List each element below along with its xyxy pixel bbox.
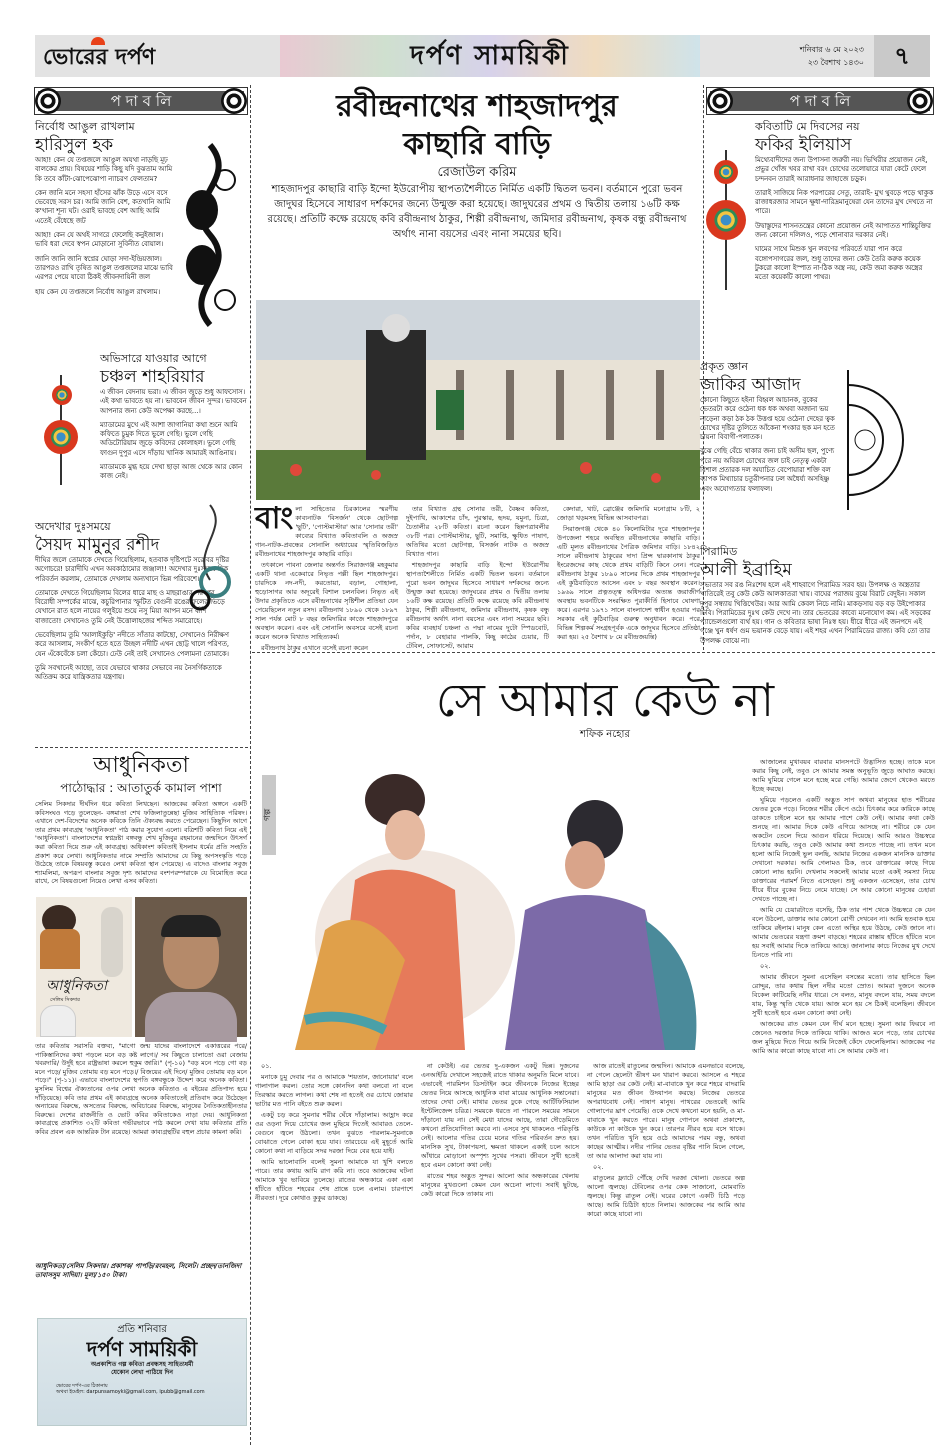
review-paragraph: সেলিম সিকদার দীর্ঘদিন ধরে কবিতা লিখছেন। আজকের কবিতা অঙ্গনে একটি কবিসংঘও গড়ে তুলেছেন- বঙ্গমাতা শেখ ফজিলাতুন্নেছা মুজিব সাহিত্যিক পরিষদ। এখানে দেশ-বিদেশের অনেক কবিকে তিনি ঐক্যবদ্ধ করতে পেরেছেন। কিছুদিন আগে তার প্রথম কাব্যগ্রন্থ 'আধুনিকতা' পাঠ করার সুযোগ এলো। বত্রিশটি কবিতা নিয়ে এই 'আধুনিকতা'। বাংলাদেশের স্বপ্নদ্রষ্টা বঙ্গবন্ধু শেখ মুজিবুর রহমানের জন্মদিনে উৎসর্গ করা কবিতা দিয়ে শুরু এই কাব্যগ্রন্থ। অধিকাংশ কবিতাই ইসলাম ধর্মের প্রতি সংহতি প্রকাশ করে লেখা। আধুনিকতার নামে সম্প্রতি আমাদের যে কিছু অপসংস্কৃতি গড়ে উঠেছে তাকে বিষয়বস্তু করেও লেখা কবিতা স্থান পেয়েছে। এ বাদেও বাংলার সবুজ শ্যামলিমা, অপরূপ বাংলার সবুজ দৃশ্য আমাদের বংশপরম্পরাকে যে বিমোহিত করে রাখে, সে বিষয়গুলো নিয়েও লেখা এসব কবিতা।	[35, 800, 247, 886]
poem-stanza: কেন জানি মনে সহসা হাঁসের ঝাঁক উড়ে এসে বসে ভেবেছে সরস চর। আমি জানি বেশ, কতখানি আমি ক'খানা শূন্য ঘট। ওরাই ভাবছে বেশ আছি আমি এতেই বেঁধেছে জট	[35, 188, 171, 225]
story-title: সে আমার কেউ না	[435, 673, 775, 727]
section-banner: দর্পণ সাময়িকী	[280, 35, 700, 77]
story-paragraph: ০২.	[593, 1163, 604, 1171]
poem-text	[100, 388, 248, 482]
poem-author: সৈয়দ মামুনুর রশীদ	[35, 535, 160, 555]
feature-author: রেজাউল করিম	[437, 165, 517, 180]
issue-date	[800, 43, 864, 69]
flower-ornament-icon	[52, 385, 72, 405]
ad-email[interactable]: অথবা ইমেইল: darpunsamoyki@gmail.com, ipubb@gmail.com	[56, 1389, 205, 1396]
story-column	[255, 1062, 413, 1442]
feature-paragraph: তৎকালে পাবনা জেলার অন্তর্গত সিরাজগঞ্জ মহকুমার একটি থানা একেবারে নিভৃত পল্লী ছিল শাহজাদপুর। চারদিকে নদ-নদী, করতোয়া, বড়াল, গোহালা, হুড়োসাগর আর অদূরেই বিশাল চলনবিল। নিভৃত এই উদার প্রকৃতিতে এসে রবীন্দ্রনাথের সৃষ্টিশীল প্রতিভা যেন পেয়েছিলেন নতুন রসদ। রবীন্দ্রনাথ ১৮৯০ থেকে ১৮৯৭ সাল পর্যন্ত মোট ৮ বছর জমিদারির কাজে শাহজাদপুরে অবস্থান করেন। এবং এই সোনালি অবসরে বসেই রচনা করেন অনেক বিখ্যাত সাহিত্যকর্ম।	[255, 561, 398, 641]
review-paragraph: তার কবিতায় সরাসরি বক্তব্য, "মাগো জন্ম যাদের বাংলাদেশে একাত্তরের পরে/ পাকিস্তানিদের কথা পড়লে মনে বড় কষ্ট লাগে।/ সব কিছুতে চালাতো ওরা বেজায় খবরদারি/ উর্দুই হবে রাষ্ট্রভাষা করলে হুকুম জারি।" (পৃ-১০) "বড় মনে পড়ে গো বড় মনে পড়ে/ মুজিব তোমায় বড় মনে পড়ে।/ বিজয়ের এই দিনে/ মুজিব তোমায় বড় মনে পড়ে।" (পৃ-১১)। এভাবে বাংলাদেশের স্থপতি বঙ্গবন্ধুকে উদ্দেশ করে অনেক কবিতা। মুসলিম বিশ্বের ঐক্যতানের ওপর লেখা অনেক কবিতাও এ বইয়ের প্রতিপাদ্য হয়ে দাঁড়িয়েছে। কবি তার প্রথম এই কাব্যগ্রন্থে অনেক কবিতাতেই প্রতিবাদ করে উঠেছেন অন্যায়ের বিরুদ্ধে, অসত্যের বিরুদ্ধে, অবিচারের বিরুদ্ধে, মানুষের নৈতিকতাহীনতার বিরুদ্ধে। দেশের রাজনীতি ও ভোট কবির কবিতাকেও নাড়া দেয়। আধুনিকতা কাব্যগ্রন্থে প্রকাশিত ৩২টি কবিতা গভীরভাবে পাঠ করলে দেখা যায় কবিতার প্রতি কবির প্রবল এক আন্তরিক টান রয়েছে। আমরা কাব্যগ্রন্থটির বহুল প্রচার কামনা করি।	[35, 1042, 247, 1136]
story-paragraph: ঘুমিয়ে পড়লেও একটি অদ্ভুত সাপ অথবা মানুষের হাত শরীরের ভেতর ঢুকে পড়ে। নিজের শরীর কেঁপে ওঠে। চিৎকার করে কারিকে কাছে ডাকতে চাইলে মনে হয় আমার পাশে কেউ নেই। আমার কথা কেউ শুনছে না। আমার দিকে কেউ এগিয়ে আসছে না। শরীরে কে যেন অকটেন তেলে দিয়ে আগুন ধরিয়ে দিয়েছে। আমি আরও উচ্চস্বরে চিৎকার করছি, তবুও কেউ আমার কথা শুনতে পাচ্ছে না। তখন মনে হলো আমি নিজেই ভুল বলছি, আমার নিজের একজন মানসিক ডাক্তার দেখানো দরকার। আমি গেলামও ঠিক, তবে ডাক্তারের কাছে গিয়ে কোনো লাভ হয়নি। দেখলাম সকলেই আমার মতো একই সমস্যা নিয়ে ডাক্তারের পরামর্শ নিতে এসেছেন। শুধু একজন এসেছেন, তার চোখ ধীরে ধীরে বুকের নিচে নেমে যাচ্ছে। সে আর কোনো মানুষের চেহারা দেখতে পাচ্ছে না।	[752, 796, 935, 903]
poem-text	[755, 156, 935, 283]
poem-stanza: জানি জানি জানি স্বপ্নের ঘোড়া সদা-ইন্দ্রিয়জাল। তারপরও রাখি তৃষিত আঙুল তপ্তজলের মাঝে ভাবি এরপর পেয়ে যাবো ঠিকই জীবনদায়িনী জল	[35, 254, 173, 282]
ad-line: ভোরের দর্পণ-এর ঠিকানায়	[56, 1382, 108, 1389]
feature-column	[557, 505, 700, 645]
poem-stanza: তুমি সবখানেই আছো, তবে যেভাবে থাকার সেভাবে নয় নৈসর্গিকতাকে অতিক্রম করে যান্ত্রিকতার যন্ত্রণায়।	[35, 663, 222, 682]
book-cover-author: সেলিম সিকদার	[50, 997, 80, 1003]
poem-stanza: কোনো কিছুতে হইনা বিহ্বল আচানক, বুকের ভেতরটা করে ওঠেনা ধক ধক অথবা অজানা ভয় নাড়েনা কড়া ঠক ঠক উত্তপ্ত হয়ে ওঠেনা দেহের ত্বক চোখের দৃষ্টির তুলিতে আঁকেনা শংকার ছক মন হতে চায়না বিবাগী-পলাতক।	[700, 396, 835, 442]
book-cover-image	[36, 897, 132, 1037]
date-gregorian: শনিবার ৬ মে ২০২৩	[799, 45, 864, 54]
story-paragraph: আজালের মুখাবয়ব বারবার মানসপটে উদ্ভাসিত হচ্ছে। তাকে মনে করার কিছু নেই, তবুও সে আমার সমস্ত অনুভূতি জুড়ে আঘাত করছে। আমি ঘুমিয়ে গেলে মনে হচ্ছে মরে গেছি। আমার জেগে থেকেও মরতে ইচ্ছে করছে।	[752, 758, 935, 793]
newspaper-logo[interactable]	[43, 43, 155, 73]
feature-paragraph: রবীন্দ্রনাথ ঠাকুর এখানে বসেই রচনা করেন	[261, 644, 369, 652]
story-paragraph: মনাকে চুমু দেবার পর ও আমাকে 'শয়তান, জানোয়ার' বলে গালাগাল করল। তোর সঙ্গে কোনদিন কথা বলবো না বলে তিরস্কার করতে লাগল। কথা শেষ না হতেই ওর চোখে জোয়ার ভাটার মত পানি বইতে শুরু করল।	[255, 1073, 413, 1108]
poem-stanza: সভ্যতার সব রঙ নিঃশেষ হলে এই শাহবাগে পিরামিড সরব হয়। উপলক্ষ ও অস্ত্রতার খাতিরেই তবু কেউ কেউ আলকাতরা খায়। বাঘের পরাজয় বুঝে বিরাট বেদুইন। সকাল দুপুর সন্ধ্যায় খিত্তিখেউর। আর আমি কেবল নিচে নামি। মাকড়সায় বড় বড় উইপোকার ঢিবি। পিরামিডের দুঃখ কেউ দেখে না। তার ভেতরের কাব্যে মনোযোগ কম। এই সড়কের প্যান্ডেলগুলো ব্যর্থ হয়। গান ও কবিতার ভাষা নিঃস্ব হয়। ধীরে ধীরে এই জনপদে এই গঞ্জে খুন ধর্ষণ গুম ভয়ানক বেড়ে যায়। এই শহর এখন পিরামিডের রাজ্য। কবি তো তার উপলক্ষ বোঝে না।	[700, 581, 931, 645]
feature-intro: শাহজাদপুর কাছারি বাড়ি ইন্দো ইউরোপীয় স্থাপত্যশৈলীতে নির্মিত একটি দ্বিতল ভবন। বর্তমানে পুরো ভবন জাদুঘর হিসেবে সাধারণ দর্শকদের জন্যে উন্মুক্ত করা হয়েছে। জাদুঘরের প্রথম ও দ্বিতীয় তলায় ১৬টি কক্ষ রয়েছে। প্রতিটি কক্ষে রয়েছে কবি রবীন্দ্রনাথ ঠাকুর, শিল্পী রবীন্দ্রনাথ, জমিদার রবীন্দ্রনাথ, কৃষক বন্ধু রবীন্দ্রনাথ অর্থাৎ নানা বয়সের এবং নানা সময়ের ছবি।	[267, 184, 687, 240]
story-column	[421, 1062, 579, 1442]
poem-stanza: ম্যাডামকে মুগ্ধ হয়ে দেখা ছাড়া আজ থেকে আর কোন কাজ নেই।	[100, 463, 243, 481]
feature-column	[255, 501, 398, 652]
story-paragraph: ০২.	[760, 962, 771, 970]
flower-ornament-icon	[706, 200, 746, 240]
poem-author: হারিসুল হক	[35, 135, 114, 155]
mandala-ornament-icon	[845, 370, 915, 510]
poem-author: আলী ইব্রাহিম	[700, 560, 792, 580]
poem-text	[35, 156, 175, 297]
story-paragraph: আজ রাতেই রাতুলের জন্মদিন। আমাকে এমনভাবে বলেছে, না গেলে ছেলেটা ভীষণ মন খারাপ করবে। আসলে এ শহরে আমি ছাড়া ওর কেউ নেই। মা-বাবাকে খুন করে শহরে বাদরামি মানুষের মত জীবন উদযাপন করছে। নিজের ভেতরে অপরাধবোধ নেই। পাষাণ মানুষ। পাথরের ভেতরেই আমি গোলাপের ঘ্রাণ পেয়েছি। ওকে দেখে কখনো মনে হয়নি, ও মা-বাবাকে খুন করতে পারে। মানুষ গোপনে অথবা প্রকাশ্যে, কাউকে না কাউকে খুন করে। তারপর নীরব হয়ে বসে থাকে। তখন পরিচিত খুনি হয়ে ওঠে আমাদের পরম বন্ধু, অথবা কাছের আত্মীয়। নদীর পানির ভেতর বৃষ্টির পানি মিলে গেলে, তা আর আলাদা করা যায় না।	[587, 1062, 745, 1160]
poem	[100, 352, 248, 487]
ornament-icon	[35, 88, 61, 114]
story-author: শফিক নহোর	[580, 729, 630, 740]
review-header	[35, 752, 247, 796]
poem-text	[700, 581, 935, 646]
poem	[35, 120, 175, 302]
ad-line: অপ্রকাশিত গল্প কবিতা প্রবন্ধসহ সাহিত্যধর্মী	[90, 1360, 194, 1368]
logo-text: ভোরের দর্পণ	[43, 45, 156, 70]
drop-cap: বাং	[255, 501, 294, 536]
story-paragraph: রাতের শহর অদ্ভুত সুন্দর। আলো আর অন্ধকারের খেলায় মানুষের মুখগুলো কেমন যেন অচেনা লাগে। সবাই ছুটছে, কেউ কারো দিকে তাকায় না।	[421, 1172, 579, 1198]
poem-author: চঞ্চল শাহরিয়ার	[100, 367, 205, 387]
feature-header	[252, 88, 702, 242]
feature-column	[406, 505, 549, 650]
genre-tag: গল্প	[262, 775, 276, 855]
story-paragraph: আমি যে চেয়ারটাতে বসেছি, ঠিক তার পাশ থেকে উচ্চস্বরে কে যেন বলে উঠলো, ডাক্তার আর কোনো রোগী দেখবেন না। আমি হতবাক হয়ে তাকিয়ে রইলাম। মানুষ কেন এতো অস্থির হয়ে উঠছে, কেউ জানে না। আমার ভেতরের যন্ত্রণা ক্রমশ বাড়ছে। শহরের রাস্তায় হাঁটতে হাঁটতে মনে হয় সবাই আমার দিকে তাকিয়ে আছে। জানালার কাচে নিজের মুখ দেখে চিনতে পারি না।	[752, 906, 935, 959]
ad-title: দর্পণ সাময়িকী	[86, 1336, 198, 1361]
feature-columns	[255, 501, 700, 652]
ornament-icon	[907, 88, 933, 114]
poem-stanza: হায় কেন যে তপ্তজলে নির্বোধ আঙুল রাখলাম।	[35, 287, 161, 296]
padabali-label: প দা ব লি	[35, 88, 247, 114]
story-paragraph: না কেউই। এর ভেতর দু-একজন একটু ভিন্ন। দুজনের এনআইডি দেখালে সহজেই রাতে থাকার অনুমতি মিলে যাবে। এভাবেই পারমিশন ডিসটাইন করে জীবনকে নিজের ইচ্ছের ভেতর নিয়ে আসছে আধুনিক বাবা মায়ের আধুনিক সন্তানেরা। তাদের দেখা নেই। মাথার ভেতর ঢুকে গেছে আর্টিফিসিয়াল ইন্টেলিজেন্স চরিত্র। সময়কে ধরতে না পারলে সময়ের সামনে দাঁড়ানো যায় না। সেই মেধা যাদের আছে, তারা দৌড়েমিতে কখনো প্রতিযোগিতা করবে না। এসবে সুখ থাকলেও পরিতৃপ্তি নেই। আলোর গতির চেয়ে মনের গতির পরিবর্তন দ্রুত হয়। মানসিক সুখ, টাকাপয়সা, ক্ষমতা থাকলে একাই চলে আসে আঁধারে মোড়ানো অস্পৃশ্য সুখের পসরা। জীবনে সুখী হতেই হবে এমন কোনো কথা নেই।	[421, 1062, 579, 1169]
poem-title: পিরামিড	[700, 545, 738, 558]
story-paragraph: আমি ভালোবাসি বলেই সুমনা আমাকে যা খুশি বলতে পারে। তার কথায় আমি রাগ করি না। তবে আজকের ঘটনা আমাকে খুব ভাবিয়ে তুলেছে। রাতের অন্ধকারে একা একা হাঁটতে হাঁটতে শহরের শেষ প্রান্তে চলে এলাম। চারপাশে নীরবতা। দূরে কোথাও কুকুর ডাকছে।	[255, 1158, 413, 1202]
paisley-ornament-icon	[180, 140, 240, 330]
feature-body	[255, 501, 700, 652]
poem-title: নির্বোধ আঙুল রাখলাম	[35, 120, 135, 133]
poem-title: অদেখার দুঃসময়ে	[35, 520, 111, 533]
story-paragraph: একটু চড় করে সুমনার শরীর ঘেঁষে দাঁড়ালাম। আহ্লাদ করে ওর ওড়না দিয়ে চোখের জল মুছিয়ে দিতেই আবারও তেলে-বেগুনে জ্বলে উঠলো। তখন বুঝতে পারলাম-সুমনাকে বোঝাতে গেলে বোকা হয়ে যাব। তারচেয়ে এই মুহূর্তে আমি কোনো কথা না বাড়িয়ে সদর দরজা দিয়ে বের হয়ে যাই।	[255, 1111, 413, 1155]
story-header	[330, 672, 880, 742]
ad-line: যেকোন লেখা পাঠিয়ে দিন	[111, 1368, 173, 1376]
poem-stanza: তোমাকে দেখতে গিয়েছিলাম বিলের ধারে মাছ ও মাছরাঙার পরস্পর বিরোধী সম্পর্কের মাঝে, কচুরিপানার স্ফূটিত বেগুনী রঙের ফুলের ভিড়ে যেখানে রাত হলে নায়ের গলুইয়ে শুয়ে নসু মিয়া আপন মনে বাঁশি বাজাতো! সেখানেও তুমি নেই উত্তোলাহজের শব্দিত সমারোহে।	[35, 588, 225, 625]
date-bangla: ২৩ বৈশাখ ১৪৩০	[807, 58, 864, 67]
swirl-ornament-icon	[180, 500, 240, 610]
review-title: আধুনিকতা	[93, 753, 189, 778]
poem-title: অভিসারে যাওয়ার আগে	[100, 352, 207, 365]
story-paragraph: ০১.	[261, 1062, 272, 1070]
masthead	[35, 35, 930, 77]
sun-icon	[91, 37, 105, 45]
poem-stanza: ঘামের সাথে মিশুক খুন লবণের পরিবর্তে যারা পান করে বঙ্গোপসাগরের জল, শুধু তাদের জন্য কেউ তৈরি করুক কয়েক টুকরো কালো ইস্পাত না-ঠিক অস্ত্র নয়, কেউ জমা করুক অস্ত্রের মতো কয়েকটি কালো পাথর।	[755, 245, 923, 282]
poem-stanza: ভেবেছিলাম তুমি 'আলাইকুড়ি' নদীতে সাঁতার কাটছো, সেখানেও নিরীক্ষণ করে আসলাম, সংকীর্ণ হতে হতে উচ্ছল নদীটি এখন ছোট্ট খালে পরিণত, যেন এঁকেবেঁকে চলা কেঁচো। ঢেউ নেই তাই সেখানেও পেলামনা তোমাকে।	[35, 631, 229, 658]
flower-ornament-icon	[44, 420, 78, 454]
padabali-header-left	[35, 88, 247, 114]
feature-paragraph: কেদারা, খাট, ব্রোঞ্জের জমিদারি মনোগ্রাম ৮টি, ২ জোড়া খড়মসহ বিভিন্ন আসবাবপত্র।	[557, 505, 700, 522]
poem-text	[700, 396, 840, 494]
story-illustration	[285, 760, 745, 1050]
section-divider	[35, 747, 248, 748]
feature-paragraph: তার বিখ্যাত গ্রন্থ সোনার তরী, বৈষ্ণব কবিতা, দুইপাখি, আকাশের চাঁদ, পুরস্কার, হৃদয়, যমুনা, চিত্রা, চৈতালীর ২৮টি কবিতা। রচনা করেন ছিন্নপত্রাবলীর ৩৮টি পত্র। পোস্টমাস্টার, ছুটি, সমাপ্তি, ক্ষুধিত পাষাণ, অতিথির মতো ছোটগল্প, বিসর্জন নাটক ও অজস্র বিখ্যাত গান।	[406, 505, 549, 558]
poem-stanza: ম্যাডামের মুখে এই আশা জাগানিয়া কথা শুনে আমি কফিতে চুমুক দিতে ভুলে গেছি। ভুলে গেছি অডিটোরিয়াম জুড়ে কবিদের কোলাহল। ভুলে গেছি ফাগুন দুপুর এসে দাঁড়ায় খানিক আমারই আঙিনায়।	[100, 420, 238, 457]
poem	[700, 545, 935, 651]
poem-author: ফকির ইলিয়াস	[755, 135, 852, 155]
poem	[755, 120, 935, 288]
poem-title: কবিতাটি মে দিবসের নয়	[755, 120, 860, 133]
flower-ornament-icon	[714, 160, 738, 184]
poem-author: জাকির আজাদ	[700, 375, 801, 395]
column-divider	[250, 85, 251, 1445]
poem-stanza: তারাই সাজিয়ে নিক পরপারের সেতু, তারাই- মুখ থুবড়ে পড়ে থাকুক রাজাধরজার সামনে ক্ষুধা-দারিদ্রমানুষেরা যেন তাদের মুখ দেখতে না পারে।	[755, 188, 934, 216]
poem-stanza: উদ্বাস্তুদের শাসনতন্ত্রের কোনো প্রয়োজন নেই আপাতত শান্তিচুক্তির জন্য কোনো দলিলও, পড়ে শোনাবার দরকার নেই।	[755, 221, 931, 240]
poem	[700, 360, 840, 499]
feature-paragraph: সিরাজগঞ্জ থেকে ৪০ কিলোমিটার দূরে শাহজাদপুর উপজেলা শহরে অবস্থিত রবীন্দ্রনাথের কাছারি বাড়ি। এটি মূলত রবীন্দ্রনাথের পৈত্রিক জমিদার বাড়ি। ১৮৪২ সালে রবীন্দ্রনাথ ঠাকুরের দাদা প্রিন্স দ্বারকানাথ ঠাকুর ইংরেজদের কাছ থেকে প্রথম বাড়িটি কিনে নেন। পরে রবীন্দ্রনাথ ঠাকুর ১৮৯০ সালের দিকে প্রথম শাহজাদপুর এই কুঠিবাড়িতে আসেন এবং ৮ বছর অবস্থান করেন। ১৯৬৯ সালে প্রত্নতত্ত্ব অধিদপ্তর অত্যন্ত জরাজীর্ণ অবস্থায় ভবনটিকে সংরক্ষিত পুরাকীর্তি হিসাবে ঘোষণা করে। এরপর ১৯৭১ সালে বাংলাদেশ স্বাধীন হওয়ার পর সরকার এই কুঠিবাড়ির গুরুত্ব অনুধাবন করে। পরে বিভিন্ন শিল্পকর্ম সংগ্রহপূর্বক একে জাদুঘর হিসেবে প্রতিষ্ঠা করা হয়। ২৫ বৈশাখ ৮ মে রবীন্দ্রজয়ন্তি)	[557, 525, 700, 641]
story-column	[587, 1062, 745, 1442]
reviewer-photo	[135, 897, 247, 1037]
poem-title: প্রকৃত জ্ঞান	[700, 360, 748, 373]
poem-stanza: বুঝে গেছি বেঁচে থাকার জন্য চাই অসীম ছল, পুণ্যে পরে নয় অবিরল চোখের জল চাই নেতৃত্ব একটা বিশাল প্রতারক দল অযাচিত বেপোয়ারা শক্তি বল ব্যাপক মিথ্যাচার চতুরীপনার ঢল অধৈর্য্য অসহিষ্ণু এবং অযোগ্যতার ফলাফল।	[700, 447, 835, 493]
poem-stanza: মিথ্যেবাদীদের জন্য উপাসনা জরুরী নয়। ভিখিরীর প্রয়োজন নেই, প্রভুর খোঁজ খবর রাখা বরং চোখের তলোয়ারে যারা কেটে ফেলে চন্দনবন তারাই আরাধনার জাহাজে চড়ুক।	[755, 156, 928, 183]
poem-stanza: আহা! কেন যে তপ্তজলে আঙুল অযথা নাড়ছি মূঢ় বালকের প্রায়। বিষয়ের শাড়ি কিছু যদি বুঝতাম আমি কি তবে কাঁটা-ঝোপেঝোপা ন্যাচরণ ফেলতাম?	[35, 156, 173, 183]
poem-stanza: আহা! কেন যে অথই সাগরে ফেলেছি কনুইজাল। ভাবি ধরা দেবে স্বপন মোড়ানো সুবিনীত বোয়াল।	[35, 231, 164, 249]
feature-title: রবীন্দ্রনাথের শাহজাদপুর	[336, 89, 618, 124]
feature-title: কাছারি বাড়ি	[403, 127, 551, 162]
padabali-label: প দা ব লি	[707, 88, 933, 114]
ad-line: প্রতি শনিবার	[117, 1324, 167, 1335]
story-right-column	[752, 758, 935, 1443]
story-columns	[255, 1062, 745, 1442]
feature-paragraph: লা সাহিত্যের চিরকালের স্মরণীয় কাব্যনাটক 'বিসর্জন' থেকে ছোটগল্প 'ছুটি', 'পোস্টমাস্টার' আর 'সোনার তরী' কাব্যের বিখ্যাত কবিতাবলি ও অজস্র গান-নাটক-প্রবন্ধের সোনালি অধ্যায়ের স্মৃতিবিজড়িত রবীন্দ্রনাথের শাহজাদপুর কাছারি বাড়ি।	[255, 505, 398, 558]
padabali-header-right	[707, 88, 933, 114]
story-paragraph: আমার জীবনে সুমনা এসেছিল বসন্তের মতো। তার হাসিতে ছিল রোদ্দুর, তার কথায় ছিল নদীর মতো স্রোত। আমরা দুজনে অনেক বিকেল কাটিয়েছি নদীর ধারে। সে বলত, মানুষ বদলে যায়, সময় বদলে যায়, কিন্তু স্মৃতি থেকে যায়। আজ মনে হয় সে ঠিকই বলেছিল। জীবনে সুখী হতেই হবে এমন কোনো কথা নেই।	[752, 973, 935, 1017]
kachari-bari-photo	[256, 300, 700, 500]
story-paragraph: রাতুলের ফ্ল্যাটে পৌঁছে দেখি দরজা খোলা। ভেতরে অল্প আলো জ্বলছে। টেবিলের ওপর কেক সাজানো, মোমবাতি জ্বলছে। কিন্তু রাতুল নেই। ঘরের কোণে একটি চিঠি পড়ে আছে। আমি চিঠিটা হাতে নিলাম। আজকের পর আমি আর কারো কাছে যাবো না।	[587, 1174, 745, 1218]
feature-paragraph: শাহজাদপুর কাছারি বাড়ি ইন্দো ইউরোপীয় স্থাপত্যশৈলীতে নির্মিত একটি দ্বিতল ভবন। বর্তমানে পুরো ভবন জাদুঘর হিসেবে সাধারণ দর্শকদের জন্যে উন্মুক্ত করা হয়েছে। জাদুঘরের প্রথম ও দ্বিতীয় তলায় ১৬টি কক্ষ রয়েছে। প্রতিটি কক্ষে রয়েছে কবি রবীন্দ্রনাথ ঠাকুর, শিল্পী রবীন্দ্রনাথ, জমিদার রবীন্দ্রনাথ, কৃষক বন্ধু রবীন্দ্রনাথ অর্থাৎ নানা বয়সের এবং নানা সময়ের ছবি। কবির ব্যবহার্য চঞ্চলা ও পদ্মা নামের দুটো স্পিডবোট, পর্দান, ৮ বেহারার পালকি, কিছু কাঠের চেয়ার, টি টেবিল, সোফাসেট, আরাম	[406, 561, 549, 650]
review-byline: পাঠোদ্ধার : আতাতুর্ক কামাল পাশা	[60, 781, 222, 795]
ornament-icon	[707, 88, 733, 114]
poem-stanza: দীঘির জলে তোমাকে দেখতে গিয়েছিলাম, হতবাক দৃষ্টিপটে সরোবর দৃষ্টির অগোচরে! চারাদীঘি এখন অবকাঠামোর জঞ্জাল!! অদেখার দুঃসময়ে দিক পরিবর্তন করলাম, তোমাকে দেখলাম অন্যখানে ভিন্ন পরিবেশে।	[35, 556, 230, 583]
story-paragraph: আজকের রাত কেমন যেন দীর্ঘ মনে হচ্ছে। সুমনা আর ফিরবে না জেনেও দরজার দিকে তাকিয়ে থাকি। আজও মনে পড়ে, তার চোখের জল মুছিয়ে দিতে গিয়ে আমি নিজেই কেঁদে ফেলেছিলাম। আজকের পর আমি আর কারো কাছে যাবো না। সে আমার কেউ না।	[752, 1020, 935, 1055]
ornament-icon	[221, 88, 247, 114]
submission-ad	[37, 1318, 247, 1426]
poem-stanza: এ জীবন বেদনায় ভরা। এ জীবন জুড়ে শুধু আফসোস। এই কথা ভাবতে হয় না। ভাববেন জীবন সুন্দর। ভাববেন আপনার জন্য কেউ অপেক্ষা করছে...।	[100, 388, 247, 415]
story-body	[255, 1062, 745, 1442]
page-number: ৭	[874, 35, 930, 77]
book-info: আধুনিকতা/সেলিম সিকদার। প্রকাশক/ পাপড়ি/রংমহল, সিলেট। প্রচ্ছদ/তানজিদা তাবাসসুম সাদিয়া। মূল্য/১৫০ টাকা।	[35, 1262, 242, 1279]
book-cover-title: আধুনিকতা	[46, 978, 107, 994]
